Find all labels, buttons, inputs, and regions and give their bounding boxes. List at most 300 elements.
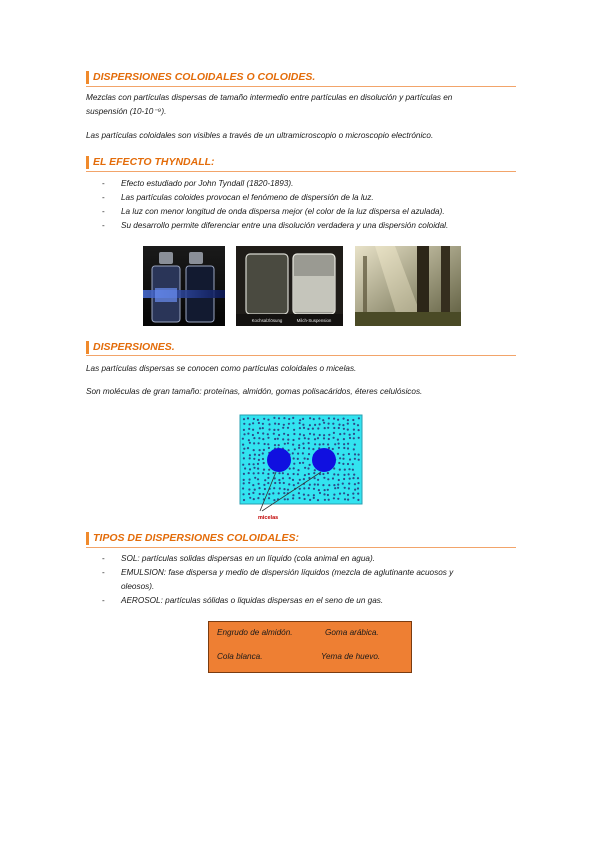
- particle-dot: [333, 497, 335, 499]
- particle-dot: [263, 418, 265, 420]
- particle-dot: [298, 497, 300, 499]
- particle-dot: [263, 484, 265, 486]
- paragraph-moleculas: Son moléculas de gran tamaño: proteínas, almidón, gomas polisacáridos, éteres celulósicos.: [86, 387, 423, 396]
- particle-dot: [257, 497, 259, 499]
- particle-dot: [293, 433, 295, 435]
- particle-dot: [257, 432, 259, 434]
- particle-dot: [289, 477, 291, 479]
- particle-dot: [338, 443, 340, 445]
- particle-dot: [333, 467, 335, 469]
- particle-dot: [298, 492, 300, 494]
- particle-dot: [313, 472, 315, 474]
- particle-dot: [253, 498, 255, 500]
- particle-dot: [324, 489, 326, 491]
- particle-dot: [328, 484, 330, 486]
- particle-dot: [328, 499, 330, 501]
- particle-dot: [343, 428, 345, 430]
- particle-dot: [343, 447, 345, 449]
- tyndall-list: [102, 177, 502, 233]
- particle-dot: [338, 424, 340, 426]
- particle-dot: [253, 442, 255, 444]
- particle-dot: [248, 482, 250, 484]
- particle-dot: [317, 484, 319, 486]
- dash-bullet: -: [102, 179, 105, 188]
- particle-dot: [267, 433, 269, 435]
- particle-dot: [328, 423, 330, 425]
- particle-dot: [278, 472, 280, 474]
- particle-dot: [338, 479, 340, 481]
- example-goma: Goma arábica.: [325, 628, 379, 637]
- heading-underline: [86, 355, 516, 356]
- particle-dot: [247, 417, 249, 419]
- particle-dot: [248, 493, 250, 495]
- particle-dot: [249, 468, 251, 470]
- heading-underline: [86, 547, 516, 548]
- particle-dot: [279, 482, 281, 484]
- particle-dot: [267, 477, 269, 479]
- particle-dot: [273, 472, 275, 474]
- particle-dot: [262, 427, 264, 429]
- particle-dot: [358, 437, 360, 439]
- particle-dot: [353, 423, 355, 425]
- particle-dot: [309, 433, 311, 435]
- example-yema: Yema de huevo.: [321, 652, 381, 661]
- particle-dot: [262, 432, 264, 434]
- particle-dot: [274, 482, 276, 484]
- particle-dot: [263, 449, 265, 451]
- particle-dot: [348, 468, 350, 470]
- paragraph-line: suspensión (10-10⁻⁹).: [86, 107, 167, 116]
- dash-bullet: -: [102, 193, 105, 202]
- particle-dot: [338, 462, 340, 464]
- particle-dot: [327, 494, 329, 496]
- photo-forest-light-rays: [355, 246, 461, 326]
- particle-dot: [299, 422, 301, 424]
- micelas-label: micelas: [258, 515, 279, 521]
- particle-dot: [254, 477, 256, 479]
- micelas-diagram: [238, 413, 364, 525]
- particle-dot: [313, 488, 315, 490]
- particle-dot: [344, 487, 346, 489]
- particle-dot: [353, 448, 355, 450]
- heading-dispersiones-coloidales: DISPERSIONES COLOIDALES O COLOIDES.: [86, 71, 523, 84]
- particle-dot: [258, 422, 260, 424]
- particle-dot: [257, 478, 259, 480]
- particle-dot: [302, 452, 304, 454]
- particle-dot: [308, 453, 310, 455]
- particle-dot: [354, 444, 356, 446]
- particle-dot: [353, 429, 355, 431]
- particle-dot: [314, 443, 316, 445]
- particle-dot: [252, 434, 254, 436]
- particle-dot: [303, 487, 305, 489]
- list-item: [102, 552, 502, 566]
- particle-dot: [283, 482, 285, 484]
- particle-dot: [253, 463, 255, 465]
- particle-dot: [344, 469, 346, 471]
- particle-dot: [257, 463, 259, 465]
- particle-dot: [322, 419, 324, 421]
- particle-dot: [263, 469, 265, 471]
- particle-dot: [343, 478, 345, 480]
- particle-dot: [304, 437, 306, 439]
- particle-dot: [352, 463, 354, 465]
- particle-dot: [247, 447, 249, 449]
- particle-dot: [314, 469, 316, 471]
- particle-dot: [278, 444, 280, 446]
- particle-dot: [242, 438, 244, 440]
- particle-dot: [319, 443, 321, 445]
- particle-dot: [249, 442, 251, 444]
- particle-dot: [314, 483, 316, 485]
- particle-dot: [342, 424, 344, 426]
- particle-dot: [278, 492, 280, 494]
- particle-dot: [344, 498, 346, 500]
- particle-dot: [307, 494, 309, 496]
- particle-dot: [332, 448, 334, 450]
- particle-dot: [333, 437, 335, 439]
- particle-dot: [298, 447, 300, 449]
- particle-dot: [252, 484, 254, 486]
- particle-dot: [243, 418, 245, 420]
- example-cola: Cola blanca.: [217, 652, 263, 661]
- particle-dot: [282, 477, 284, 479]
- particle-dot: [244, 467, 246, 469]
- particle-dot: [264, 479, 266, 481]
- particle-dot: [258, 487, 260, 489]
- particle-dot: [278, 423, 280, 425]
- particle-dot: [267, 419, 269, 421]
- particle-dot: [259, 493, 261, 495]
- particle-dot: [348, 473, 350, 475]
- particle-dot: [272, 492, 274, 494]
- particle-dot: [304, 474, 306, 476]
- particle-dot: [243, 473, 245, 475]
- particle-dot: [333, 432, 335, 434]
- particle-dot: [299, 479, 301, 481]
- particle-dot: [318, 417, 320, 419]
- particle-dot: [283, 433, 285, 435]
- particle-dot: [282, 427, 284, 429]
- particle-dot: [349, 458, 351, 460]
- dash-bullet: -: [102, 596, 105, 605]
- list-item-text: oleosos).: [121, 582, 155, 591]
- particle-dot: [333, 494, 335, 496]
- particle-dot: [322, 484, 324, 486]
- particle-dot: [352, 469, 354, 471]
- particle-dot: [313, 418, 315, 420]
- particle-dot: [273, 433, 275, 435]
- list-item-text: Su desarrollo permite diferenciar entre una disolución verdadera y una dispersión coloidal.: [121, 221, 449, 230]
- particle-dot: [347, 443, 349, 445]
- particle-dot: [314, 438, 316, 440]
- particle-dot: [277, 429, 279, 431]
- particle-dot: [347, 429, 349, 431]
- particle-dot: [304, 457, 306, 459]
- particle-dot: [273, 487, 275, 489]
- particle-dot: [337, 498, 339, 500]
- particle-dot: [354, 489, 356, 491]
- particle-dot: [247, 433, 249, 435]
- particle-dot: [347, 447, 349, 449]
- particle-dot: [357, 499, 359, 501]
- particle-dot: [357, 482, 359, 484]
- particle-dot: [277, 438, 279, 440]
- particle-dot: [243, 482, 245, 484]
- particle-dot: [268, 428, 270, 430]
- list-item: [102, 566, 502, 594]
- particle-dot: [278, 479, 280, 481]
- particle-dot: [293, 473, 295, 475]
- photo-label-right: Milch-Suspension: [296, 318, 332, 323]
- particle-dot: [347, 463, 349, 465]
- particle-dot: [309, 484, 311, 486]
- particle-dot: [333, 473, 335, 475]
- particle-dot: [242, 493, 244, 495]
- particle-dot: [304, 498, 306, 500]
- particle-dot: [293, 484, 295, 486]
- particle-dot: [309, 424, 311, 426]
- particle-dot: [343, 418, 345, 420]
- particle-dot: [303, 447, 305, 449]
- list-item-text: AEROSOL: partículas sólidas o liquidas dispersas en el seno de un gas.: [121, 596, 384, 605]
- particle-dot: [332, 477, 334, 479]
- particle-dot: [342, 454, 344, 456]
- particle-dot: [262, 423, 264, 425]
- particle-dot: [274, 438, 276, 440]
- particle-dot: [248, 439, 250, 441]
- particle-dot: [288, 418, 290, 420]
- particle-dot: [353, 474, 355, 476]
- particle-dot: [327, 472, 329, 474]
- particle-dot: [249, 497, 251, 499]
- particle-dot: [267, 443, 269, 445]
- particle-dot: [324, 499, 326, 501]
- particle-dot: [242, 487, 244, 489]
- particle-dot: [328, 434, 330, 436]
- list-item-text: EMULSION: fase dispersa y medio de dispersión líquidos (mezcla de aglutinante acuosos y: [121, 568, 454, 577]
- particle-dot: [313, 494, 315, 496]
- particle-dot: [254, 489, 256, 491]
- particle-dot: [267, 473, 269, 475]
- particle-dot: [312, 428, 314, 430]
- heading-tipos-dispersiones: TIPOS DE DISPERSIONES COLOIDALES:: [86, 532, 523, 545]
- particle-dot: [319, 492, 321, 494]
- particle-dot: [262, 438, 264, 440]
- particle-dot: [348, 453, 350, 455]
- particle-dot: [268, 447, 270, 449]
- particle-dot: [323, 493, 325, 495]
- particle-dot: [348, 483, 350, 485]
- particle-dot: [319, 434, 321, 436]
- particle-dot: [313, 433, 315, 435]
- particle-dot: [292, 479, 294, 481]
- particle-dot: [268, 423, 270, 425]
- particle-dot: [297, 458, 299, 460]
- particle-dot: [347, 499, 349, 501]
- particle-dot: [348, 487, 350, 489]
- particle-dot: [309, 417, 311, 419]
- particle-dot: [257, 472, 259, 474]
- particle-dot: [292, 452, 294, 454]
- particle-dot: [282, 438, 284, 440]
- particle-dot: [358, 454, 360, 456]
- particle-dot: [248, 428, 250, 430]
- particle-dot: [259, 449, 261, 451]
- heading-underline: [86, 171, 516, 172]
- particle-dot: [337, 439, 339, 441]
- particle-dot: [342, 458, 344, 460]
- photo-beakers-tyndall: [236, 246, 343, 326]
- particle-dot: [349, 434, 351, 436]
- particle-dot: [352, 477, 354, 479]
- list-item: [102, 219, 502, 233]
- paragraph-line: Mezclas con partículas dispersas de tamaño intermedio entre partículas en disolución y partículas en: [86, 93, 453, 102]
- particle-dot: [254, 454, 256, 456]
- particle-dot: [292, 422, 294, 424]
- particle-dot: [292, 444, 294, 446]
- particle-dot: [292, 439, 294, 441]
- particle-dot: [284, 498, 286, 500]
- particle-dot: [259, 427, 261, 429]
- particle-dot: [283, 417, 285, 419]
- particle-dot: [339, 433, 341, 435]
- particle-dot: [327, 427, 329, 429]
- dash-bullet: -: [102, 221, 105, 230]
- particle-dot: [288, 449, 290, 451]
- particle-dot: [303, 427, 305, 429]
- particle-dot: [352, 419, 354, 421]
- particle-dot: [248, 463, 250, 465]
- particle-dot: [294, 448, 296, 450]
- particle-dot: [248, 472, 250, 474]
- particle-dot: [357, 487, 359, 489]
- particle-dot: [312, 448, 314, 450]
- particle-dot: [303, 494, 305, 496]
- particle-dot: [297, 473, 299, 475]
- particle-dot: [292, 494, 294, 496]
- paragraph-micelas: Las partículas dispersas se conocen como partículas coloidales o micelas.: [86, 364, 357, 373]
- particle-dot: [302, 418, 304, 420]
- particle-dot: [347, 423, 349, 425]
- heading-underline: [86, 86, 516, 87]
- particle-dot: [318, 489, 320, 491]
- particle-dot: [303, 478, 305, 480]
- particle-dot: [262, 472, 264, 474]
- paragraph-mezclas: [86, 91, 516, 119]
- particle-dot: [353, 497, 355, 499]
- particle-dot: [267, 437, 269, 439]
- particle-dot: [282, 472, 284, 474]
- particle-dot: [264, 443, 266, 445]
- particle-dot: [253, 458, 255, 460]
- particle-dot: [328, 438, 330, 440]
- particle-dot: [264, 488, 266, 490]
- particle-dot: [357, 493, 359, 495]
- list-item-text: Las partículas coloides provocan el fenómeno de dispersión de la luz.: [121, 193, 374, 202]
- particle-dot: [339, 493, 341, 495]
- particle-dot: [314, 477, 316, 479]
- particle-dot: [287, 473, 289, 475]
- particle-dot: [357, 424, 359, 426]
- particle-dot: [279, 487, 281, 489]
- particle-dot: [342, 483, 344, 485]
- tipos-list: [102, 552, 502, 608]
- particle-dot: [268, 493, 270, 495]
- particle-dot: [253, 472, 255, 474]
- particle-dot: [268, 497, 270, 499]
- particle-dot: [304, 467, 306, 469]
- particle-dot: [253, 467, 255, 469]
- particle-dot: [317, 479, 319, 481]
- particle-dot: [339, 469, 341, 471]
- particle-dot: [353, 433, 355, 435]
- particle-dot: [292, 497, 294, 499]
- particle-dot: [287, 434, 289, 436]
- particle-dot: [308, 442, 310, 444]
- particle-dot: [337, 474, 339, 476]
- particle-dot: [354, 483, 356, 485]
- particle-dot: [242, 464, 244, 466]
- particle-dot: [242, 444, 244, 446]
- list-item: [102, 191, 502, 205]
- particle-dot: [273, 499, 275, 501]
- particle-dot: [288, 483, 290, 485]
- particle-dot: [293, 463, 295, 465]
- particle-dot: [262, 458, 264, 460]
- particle-dot: [333, 427, 335, 429]
- particle-dot: [352, 493, 354, 495]
- particle-dot: [307, 458, 309, 460]
- particle-dot: [353, 437, 355, 439]
- particle-dot: [338, 427, 340, 429]
- particle-dot: [337, 419, 339, 421]
- particle-dot: [327, 443, 329, 445]
- particle-dot: [307, 467, 309, 469]
- dash-bullet: -: [102, 207, 105, 216]
- particle-dot: [274, 444, 276, 446]
- particle-dot: [323, 477, 325, 479]
- particle-dot: [249, 454, 251, 456]
- particle-dot: [308, 473, 310, 475]
- particle-dot: [243, 499, 245, 501]
- particle-dot: [248, 488, 250, 490]
- particle-dot: [337, 484, 339, 486]
- particle-dot: [302, 462, 304, 464]
- particle-dot: [273, 429, 275, 431]
- particle-dot: [298, 444, 300, 446]
- particle-dot: [354, 453, 356, 455]
- particle-dot: [322, 473, 324, 475]
- particle-dot: [343, 433, 345, 435]
- particle-dot: [287, 489, 289, 491]
- photo-bottles-tyndall: [143, 246, 225, 326]
- particle-dot: [243, 457, 245, 459]
- particle-dot: [358, 459, 360, 461]
- dash-bullet: -: [102, 568, 105, 577]
- particle-dot: [338, 447, 340, 449]
- particle-dot: [258, 437, 260, 439]
- particle-dot: [327, 478, 329, 480]
- particle-dot: [289, 468, 291, 470]
- particle-dot: [299, 427, 301, 429]
- particle-dot: [354, 458, 356, 460]
- particle-dot: [333, 484, 335, 486]
- particle-dot: [298, 438, 300, 440]
- particle-dot: [257, 419, 259, 421]
- particle-dot: [319, 423, 321, 425]
- particle-dot: [292, 417, 294, 419]
